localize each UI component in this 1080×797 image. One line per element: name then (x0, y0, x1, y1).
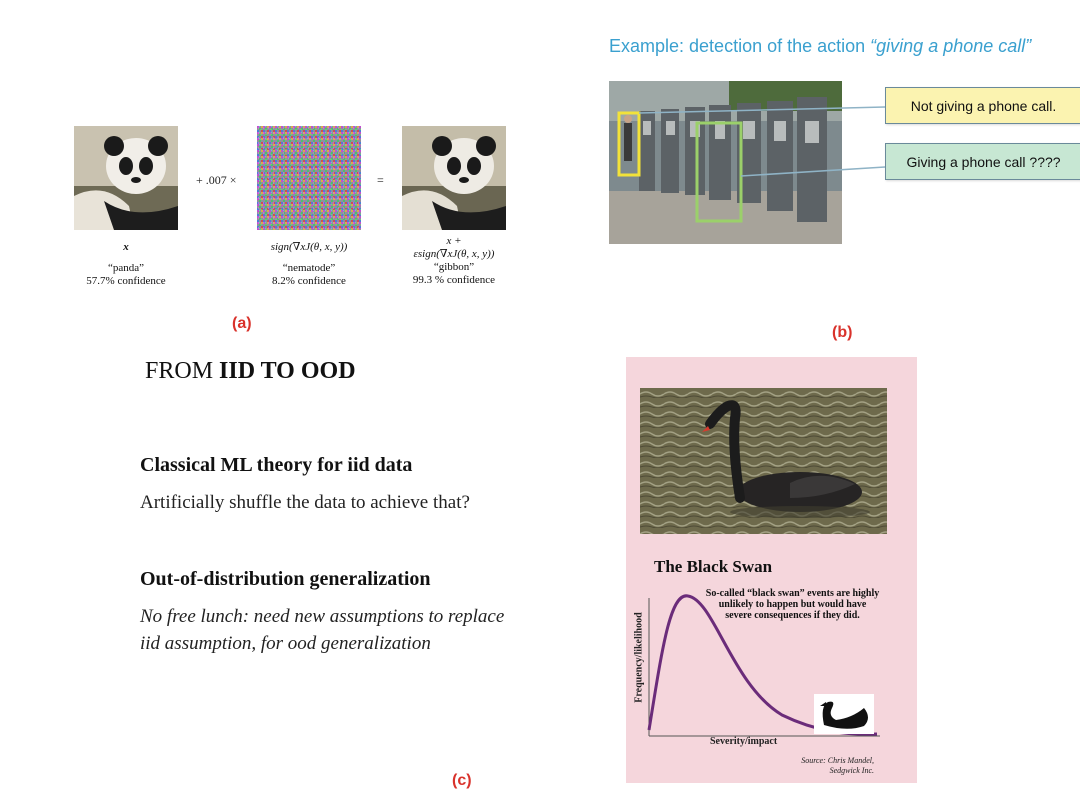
panda-image (74, 126, 178, 230)
panel-label-c: (c) (452, 772, 472, 789)
caption-gibbon (384, 235, 524, 287)
classical-ml-heading: Classical ML theory for iid data (140, 454, 413, 476)
class-label-panda: “panda” (107, 262, 145, 274)
caption-panda (56, 241, 196, 288)
callout-connectors (609, 81, 899, 191)
ood-text-line1: No free lunch: need new assumptions to replace (140, 606, 505, 627)
symbol-sign: sign(∇xJ(θ, x, y)) (270, 241, 348, 253)
plus-operator: + .007 × (196, 173, 237, 187)
panel-label-a: (a) (232, 315, 252, 332)
class-label-nematode: “nematode” (282, 262, 336, 274)
callout-not-giving-call: Not giving a phone call. (885, 87, 1080, 124)
black-swan-source (760, 756, 874, 776)
black-swan-description: So-called “black swan” events are highly unlikely to happen but would have severe consequences if they did. (705, 588, 880, 621)
black-swan-title: The Black Swan (654, 557, 773, 576)
heading-prefix: FROM (145, 358, 220, 384)
source-line2: Sedgwick Inc. (829, 766, 874, 775)
black-swan-photo (640, 388, 887, 534)
heading-bold: IID TO OOD (219, 358, 356, 384)
caption-nematode (234, 241, 384, 288)
symbol-x: x (123, 241, 129, 253)
ood-text-line2: iid assumption, for ood generalization (140, 633, 431, 654)
classical-ml-text: Artificially shuffle the data to achieve that? (140, 492, 470, 513)
noise-image (257, 126, 361, 230)
black-swan-xlabel: Severity/impact (710, 736, 778, 747)
phone-call-title (609, 36, 1031, 57)
confidence-nematode: 8.2% confidence (272, 275, 346, 287)
phone-call-title-italic: “giving a phone call” (870, 36, 1032, 56)
ood-generalization-heading: Out-of-distribution generalization (140, 568, 431, 590)
symbol-x-plus: x + (446, 235, 462, 247)
symbol-eps-sign: εsign(∇xJ(θ, x, y)) (413, 248, 495, 260)
class-label-gibbon: “gibbon” (433, 261, 475, 273)
phone-call-title-prefix: Example: detection of the action (609, 36, 871, 56)
equals-operator: = (377, 173, 384, 187)
black-swan-ylabel: Frequency/likelihood (633, 612, 645, 703)
callout-giving-call: Giving a phone call ???? (885, 143, 1080, 180)
iid-to-ood-heading (145, 358, 356, 385)
source-line1: Source: Chris Mandel, (801, 756, 874, 765)
black-swan-plot (632, 590, 892, 750)
panel-label-b: (b) (832, 324, 853, 341)
confidence-panda: 57.7% confidence (86, 275, 166, 287)
confidence-gibbon: 99.3 % confidence (412, 274, 496, 286)
gibbon-image (402, 126, 506, 230)
